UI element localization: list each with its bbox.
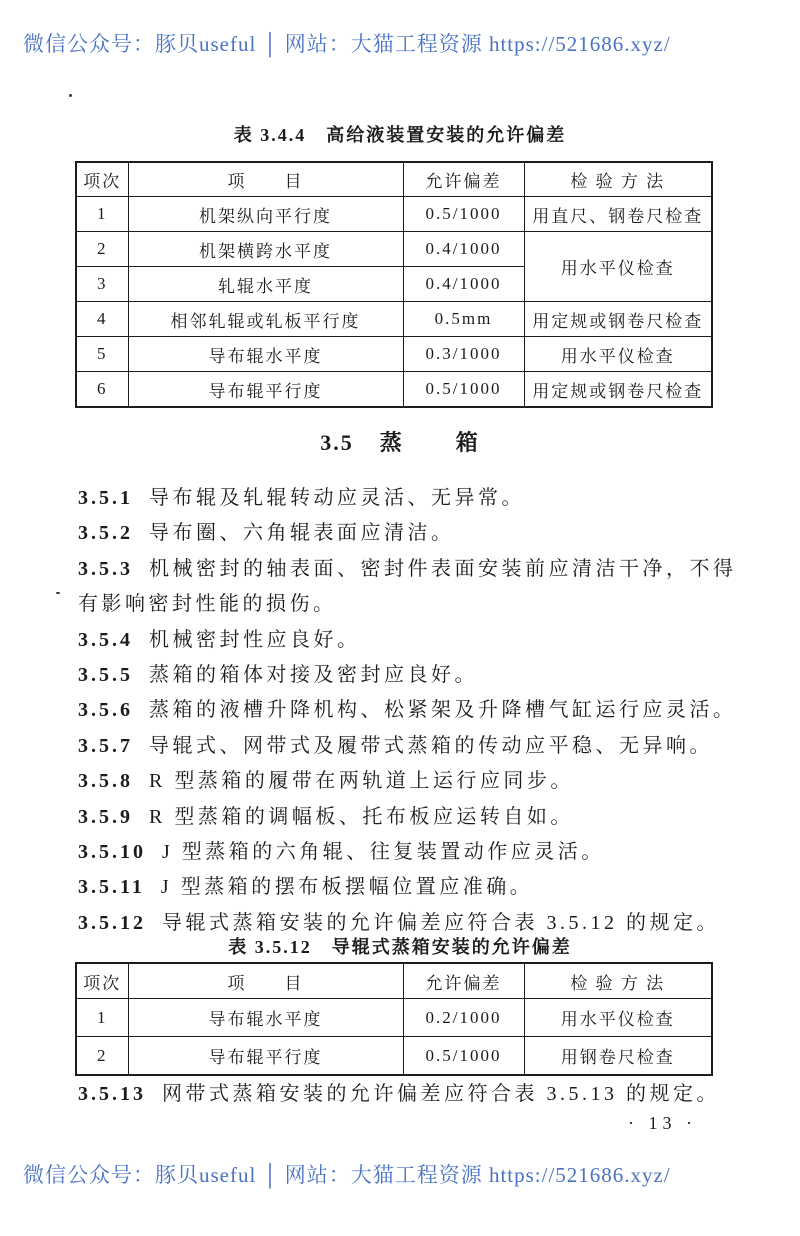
clause-list: [78, 481, 750, 941]
clause-3-5-4: 3.5.4 机械密封性应良好。: [78, 628, 361, 651]
table-cell: 0.2/1000: [403, 999, 524, 1037]
table-cell: 导布辊平行度: [128, 372, 403, 408]
table-header-cell: 允许偏差: [403, 162, 524, 197]
table-cell: 用定规或钢卷尺检查: [524, 372, 712, 408]
table-header-cell: 检 验 方 法: [524, 963, 712, 999]
clause-3-5-12: 3.5.12 导辊式蒸箱安装的允许偏差应符合表 3.5.12 的规定。: [78, 911, 720, 934]
scan-artifact-dot: [69, 94, 72, 97]
table-row: [76, 372, 712, 408]
scan-artifact-dot: [56, 592, 60, 594]
table-cell: 0.4/1000: [403, 267, 524, 302]
table-row: [76, 302, 712, 337]
page-number: · 13 ·: [628, 1113, 697, 1133]
table-cell: 用直尺、钢卷尺检查: [524, 197, 712, 232]
table-row: [76, 999, 712, 1037]
table-row: [76, 232, 712, 267]
table-cell: 0.5/1000: [403, 1037, 524, 1076]
clause-3-5-1: 3.5.1 导布辊及轧辊转动应灵活、无异常。: [78, 487, 525, 509]
table-row: [76, 197, 712, 232]
table-cell: 导布辊平行度: [128, 1037, 403, 1076]
table-cell: 2: [76, 1037, 128, 1076]
table-cell: 4: [76, 302, 128, 337]
table-header-cell: 项次: [76, 963, 128, 999]
table-cell: 用定规或钢卷尺检查: [524, 302, 712, 337]
table-3-4-4-title: 表 3.4.4 高给液装置安装的允许偏差: [233, 125, 567, 145]
table-cell: 导布辊水平度: [128, 337, 403, 372]
clause-3-5-3: 3.5.3 机械密封的轴表面、密封件表面安装前应清洁干净，不得有影响密封性能的损伤。: [78, 557, 737, 616]
table-3-4-4: [75, 161, 713, 408]
table-cell: 导布辊水平度: [128, 999, 403, 1037]
table-3-5-12: [75, 962, 713, 1076]
clause-3-5-9: 3.5.9 R 型蒸箱的调幅板、托布板应运转自如。: [78, 805, 574, 828]
table-cell: 1: [76, 999, 128, 1037]
table-cell: 0.4/1000: [403, 232, 524, 267]
table-header-row: [76, 963, 712, 999]
table-cell: 3: [76, 267, 128, 302]
table-cell: 相邻轧辊或轧板平行度: [128, 302, 403, 337]
table-row: [76, 1037, 712, 1076]
table-cell: 用水平仪检查: [524, 337, 712, 372]
table-cell: 0.5/1000: [403, 197, 524, 232]
clause-3-5-7: 3.5.7 导辊式、网带式及履带式蒸箱的传动应平稳、无异响。: [78, 734, 713, 757]
section-heading: 3.5 蒸 箱: [320, 430, 480, 455]
table-cell: 用钢卷尺检查: [524, 1037, 712, 1076]
clause-3-5-6: 3.5.6 蒸箱的液槽升降机构、松紧架及升降槽气缸运行应灵活。: [78, 699, 737, 722]
table-cell: 5: [76, 337, 128, 372]
table-cell: 6: [76, 372, 128, 408]
table-header-cell: 项 目: [128, 162, 403, 197]
clause-3-5-5: 3.5.5 蒸箱的箱体对接及密封应良好。: [78, 664, 478, 687]
table-cell: 0.5mm: [403, 302, 524, 337]
table-cell-merged: 用水平仪检查: [524, 232, 712, 302]
table-cell: 用水平仪检查: [524, 999, 712, 1037]
clause-3-5-10: 3.5.10 J 型蒸箱的六角辊、往复装置动作应灵活。: [78, 841, 605, 864]
watermark-banner-bottom: 微信公众号：豚贝useful │ 网站：大猫工程资源 https://521686.xyz/: [23, 1163, 671, 1187]
clause-3-5-11: 3.5.11 J 型蒸箱的摆布板摆幅位置应准确。: [78, 876, 534, 899]
table-cell: 机架横跨水平度: [128, 232, 403, 267]
table-cell: 1: [76, 197, 128, 232]
table-header-cell: 允许偏差: [403, 963, 524, 999]
table-header-cell: 检 验 方 法: [524, 162, 712, 197]
table-cell: 0.5/1000: [403, 372, 524, 408]
clause-3-5-13: 3.5.13 网带式蒸箱安装的允许偏差应符合表 3.5.13 的规定。: [78, 1083, 720, 1105]
table-3-5-12-title: 表 3.5.12 导辊式蒸箱安装的允许偏差: [228, 937, 572, 957]
table-header-cell: 项 目: [128, 963, 403, 999]
clause-3-5-2: 3.5.2 导布圈、六角辊表面应清洁。: [78, 522, 455, 545]
clause-3-5-8: 3.5.8 R 型蒸箱的履带在两轨道上运行应同步。: [78, 770, 574, 793]
table-cell: 2: [76, 232, 128, 267]
table-header-cell: 项次: [76, 162, 128, 197]
table-cell: 轧辊水平度: [128, 267, 403, 302]
table-header-row: [76, 162, 712, 197]
table-cell: 机架纵向平行度: [128, 197, 403, 232]
table-row: [76, 337, 712, 372]
watermark-banner-top: 微信公众号：豚贝useful │ 网站：大猫工程资源 https://521686.xyz/: [23, 32, 671, 56]
table-cell: 0.3/1000: [403, 337, 524, 372]
